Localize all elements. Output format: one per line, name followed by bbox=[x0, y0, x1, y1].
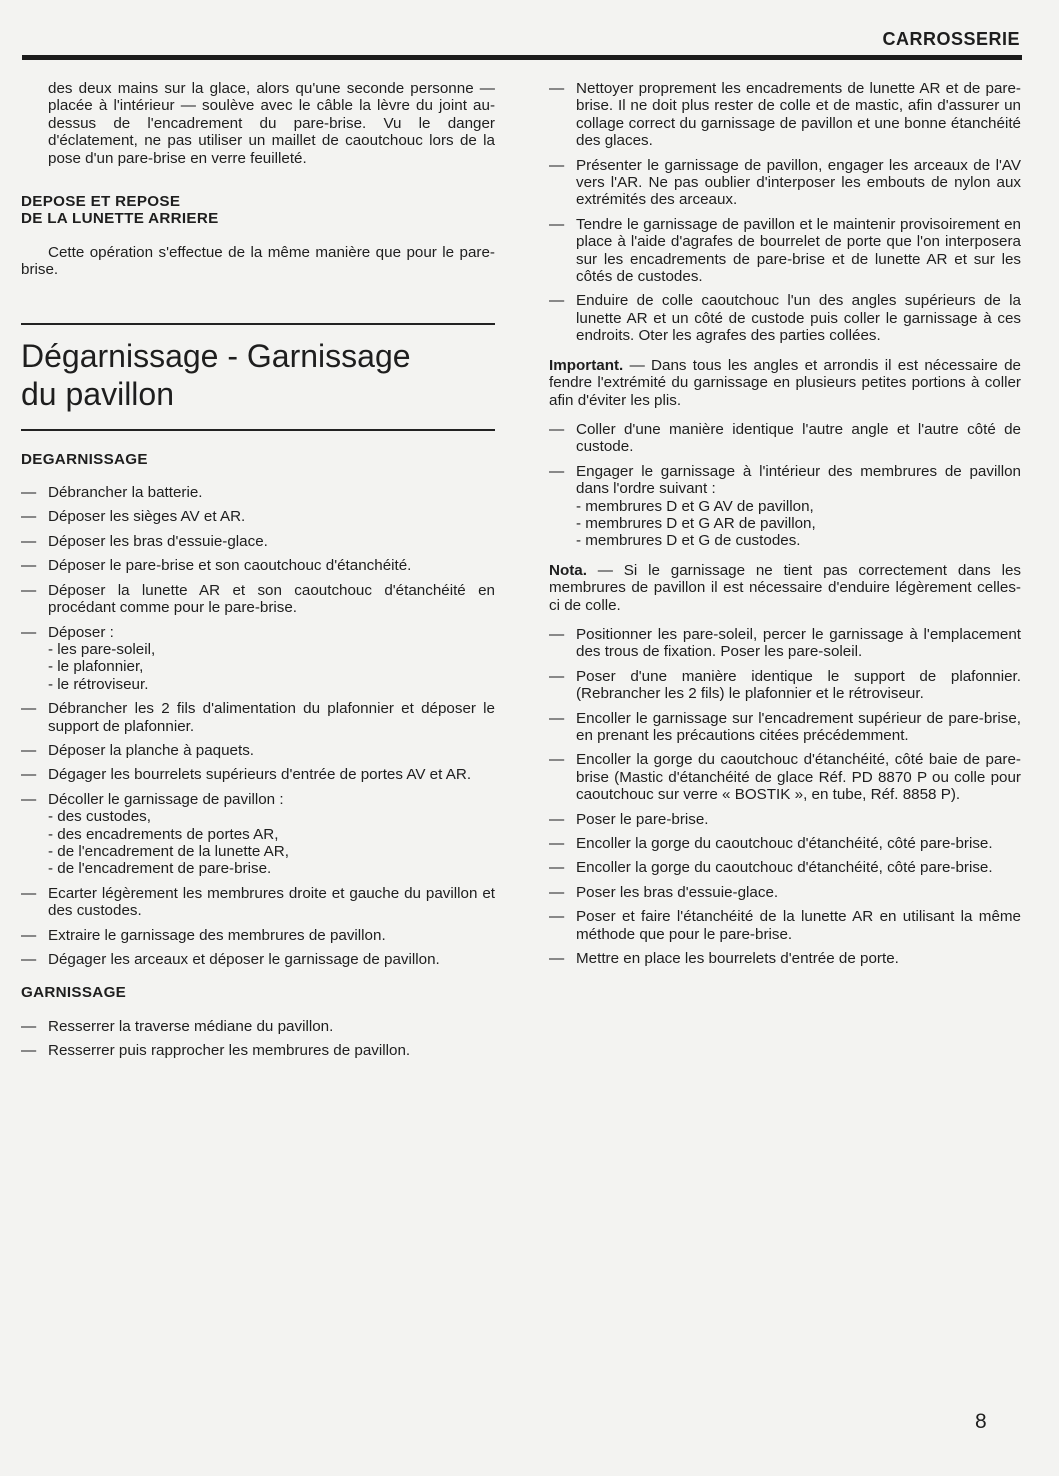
intro-paragraph: des deux mains sur la glace, alors qu'une seconde personne — placée à l'intérieur — soulève avec le câble la lèvre du joint au-dessus de l'encadrement du pare-brise. Vu le danger d'éclatement, ne pas utiliser un maillet de caoutchouc lors de la pose d'un pare-brise en verre feuilleté. bbox=[48, 80, 495, 167]
dash-mark: — bbox=[549, 420, 565, 438]
list-item: — Enduire de colle caoutchouc l'un des angles supérieurs de la lunette AR et un côté de custode puis coller le garnissage à ces endroits. Oter les agrafes des parties collées. bbox=[549, 292, 1021, 345]
list-item: — Resserrer la traverse médiane du pavillon. bbox=[21, 1017, 334, 1035]
list-item: — Resserrer puis rapprocher les membrures de pavillon. bbox=[21, 1042, 411, 1060]
list-item: — Dégager les bourrelets supérieurs d'entrée de portes AV et AR. bbox=[21, 766, 472, 784]
list-item: — Nettoyer proprement les encadrements de lunette AR et de pare-brise. Il ne doit plus rester de colle et de mastic, afin d'assurer un collage correct du garnissage de pavillon et une bonne étanchéité des glaces. bbox=[549, 80, 1021, 150]
engager-sublist bbox=[576, 498, 1021, 550]
list-item: — Mettre en place les bourrelets d'entrée de porte. bbox=[549, 950, 899, 968]
garnissage-list bbox=[21, 1018, 495, 1060]
list-item: — Encoller la gorge du caoutchouc d'étanchéité, côté pare-brise. bbox=[549, 859, 993, 877]
nota-note bbox=[549, 562, 1021, 614]
dash-mark: — bbox=[549, 156, 565, 174]
sub-item: - le plafonnier, bbox=[48, 658, 144, 676]
garnissage-heading: GARNISSAGE bbox=[21, 984, 127, 1002]
list-item: — Poser les bras d'essuie-glace. bbox=[549, 883, 779, 901]
dash-mark: — bbox=[21, 581, 37, 599]
list-item: — Déposer le pare-brise et son caoutchouc d'étanchéité. bbox=[21, 557, 412, 575]
dash-mark: — bbox=[21, 557, 37, 575]
sub-item: - membrures D et G AV de pavillon, bbox=[576, 497, 814, 515]
section-title-line-2: du pavillon bbox=[21, 375, 174, 412]
dash-mark: — bbox=[21, 1017, 37, 1035]
sub-item: - des custodes, bbox=[48, 808, 151, 826]
nota-label: Nota. bbox=[549, 561, 587, 579]
dash-mark: — bbox=[549, 215, 565, 233]
section-rule-bottom bbox=[21, 429, 495, 431]
list-item: — Extraire le garnissage des membrures de pavillon. bbox=[21, 926, 386, 944]
sub-item: - les pare-soleil, bbox=[48, 640, 156, 658]
dash-mark: — bbox=[21, 623, 37, 641]
dash-mark: — bbox=[21, 1042, 37, 1060]
dash-mark: — bbox=[549, 751, 565, 769]
degarnissage-list bbox=[21, 484, 495, 968]
list-item: — Poser et faire l'étanchéité de la lunette AR en utilisant la même méthode que pour le pare-brise. bbox=[549, 908, 1021, 943]
section-title-line-1: Dégarnissage - Garnissage bbox=[21, 337, 411, 374]
dash-mark: — bbox=[549, 292, 565, 310]
degarnissage-heading: DEGARNISSAGE bbox=[21, 450, 148, 468]
dash-mark: — bbox=[21, 484, 37, 502]
lunette-paragraph: Cette opération s'effectue de la même manière que pour le pare-brise. bbox=[21, 243, 495, 279]
list-item: — Débrancher la batterie. bbox=[21, 484, 203, 502]
page-number: 8 bbox=[975, 1410, 987, 1433]
subhead-line-1: DEPOSE ET REPOSE bbox=[21, 193, 181, 211]
list-item: — Déposer les bras d'essuie-glace. bbox=[21, 532, 268, 550]
sub-item: - le rétroviseur. bbox=[48, 675, 149, 693]
right-column bbox=[549, 80, 1021, 974]
dash-mark: — bbox=[549, 859, 565, 877]
dash-mark: — bbox=[549, 908, 565, 926]
nota-text: — Si le garnissage ne tient pas correctement dans les membrures de pavillon il est nécessaire d'enduire légèrement celles-ci de colle. bbox=[549, 561, 1021, 614]
list-item: — Poser le pare-brise. bbox=[549, 810, 709, 828]
dash-mark: — bbox=[549, 462, 565, 480]
list-item-decoller bbox=[21, 791, 495, 878]
left-column bbox=[21, 80, 495, 1067]
list-item: — Encoller le garnissage sur l'encadrement supérieur de pare-brise, en prenant les précautions citées précédemment. bbox=[549, 709, 1021, 744]
list-item: — Dégager les arceaux et déposer le garnissage de pavillon. bbox=[21, 951, 440, 968]
dash-mark: — bbox=[21, 700, 37, 718]
important-text: — Dans tous les angles et arrondis il est nécessaire de fendre l'extrémité du garnissage en plusieurs petites portions à coller afin d'éviter les plis. bbox=[549, 356, 1021, 409]
sub-item: - de l'encadrement de la lunette AR, bbox=[48, 842, 289, 860]
list-item: — Ecarter légèrement les membrures droite et gauche du pavillon et des custodes. bbox=[21, 884, 495, 920]
list-item: — Débrancher les 2 fils d'alimentation du plafonnier et déposer le support de plafonnier. bbox=[21, 700, 495, 735]
dash-mark: — bbox=[549, 810, 565, 828]
section-rule-top bbox=[21, 323, 495, 325]
dash-mark: — bbox=[549, 883, 565, 901]
dash-mark: — bbox=[21, 790, 37, 808]
dash-mark: — bbox=[21, 951, 37, 968]
list-item: — Poser d'une manière identique le support de plafonnier. (Rebrancher les 2 fils) le plafonnier et le rétroviseur. bbox=[549, 667, 1021, 703]
list-item: — Déposer la lunette AR et son caoutchouc d'étanchéité en procédant comme pour le pare-brise. bbox=[21, 581, 495, 617]
dash-mark: — bbox=[21, 532, 37, 550]
dash-mark: — bbox=[21, 884, 37, 902]
list-item: — Déposer la planche à paquets. bbox=[21, 741, 255, 759]
list-item: — Tendre le garnissage de pavillon et le maintenir provisoirement en place à l'aide d'agrafes de bourrelet de porte que l'on interposera sur les encadrements de pare-brise et de lunette AR et sur les côtés de custodes. bbox=[549, 215, 1021, 286]
sub-item: - membrures D et G AR de pavillon, bbox=[576, 514, 816, 532]
deposer-label: Déposer : bbox=[48, 623, 114, 641]
list-item: — Encoller la gorge du caoutchouc d'étanchéité, côté baie de pare-brise (Mastic d'étanchéité de glace Réf. PD 8870 P ou colle pour caoutchouc sur verre « BOSTIK », en tube, Réf. 8858 P). bbox=[549, 751, 1021, 804]
decoller-label: Décoller le garnissage de pavillon : bbox=[48, 790, 284, 808]
dash-mark: — bbox=[549, 835, 565, 853]
header-rule bbox=[22, 55, 1022, 60]
list-item-engager bbox=[549, 463, 1021, 550]
deposer-sublist bbox=[48, 641, 495, 693]
dash-mark: — bbox=[549, 80, 565, 97]
dash-mark: — bbox=[549, 950, 565, 968]
list-item: — Déposer les sièges AV et AR. bbox=[21, 508, 246, 526]
important-label: Important. bbox=[549, 356, 624, 374]
dash-mark: — bbox=[21, 741, 37, 759]
list-item: — Coller d'une manière identique l'autre angle et l'autre côté de custode. bbox=[549, 420, 1021, 456]
section-title bbox=[21, 337, 495, 413]
dash-mark: — bbox=[21, 926, 37, 944]
sub-item: - membrures D et G de custodes. bbox=[576, 532, 801, 550]
engager-label: Engager le garnissage à l'intérieur des membrures de pavillon dans l'ordre suivant : bbox=[576, 462, 1021, 498]
dash-mark: — bbox=[549, 667, 565, 685]
sub-item: - des encadrements de portes AR, bbox=[48, 825, 279, 843]
dash-mark: — bbox=[21, 508, 37, 526]
sub-item: - de l'encadrement de pare-brise. bbox=[48, 860, 272, 878]
dash-mark: — bbox=[21, 766, 37, 784]
page-header-title: CARROSSERIE bbox=[882, 29, 1020, 49]
decoller-sublist bbox=[48, 808, 495, 878]
list-item: — Positionner les pare-soleil, percer le garnissage à l'emplacement des trous de fixation. Poser les pare-soleil. bbox=[549, 625, 1021, 661]
important-note bbox=[549, 357, 1021, 409]
list-item-deposer bbox=[21, 624, 495, 694]
dash-mark: — bbox=[549, 709, 565, 727]
list-item: — Encoller la gorge du caoutchouc d'étanchéité, côté pare-brise. bbox=[549, 835, 993, 853]
list-item: — Présenter le garnissage de pavillon, engager les arceaux de l'AV vers l'AR. Ne pas oublier d'interposer les embouts de nylon aux extrémités des arceaux. bbox=[549, 156, 1021, 209]
subhead-line-2: DE LA LUNETTE ARRIERE bbox=[21, 210, 219, 228]
dash-mark: — bbox=[549, 625, 565, 643]
subhead-lunette bbox=[21, 193, 495, 228]
